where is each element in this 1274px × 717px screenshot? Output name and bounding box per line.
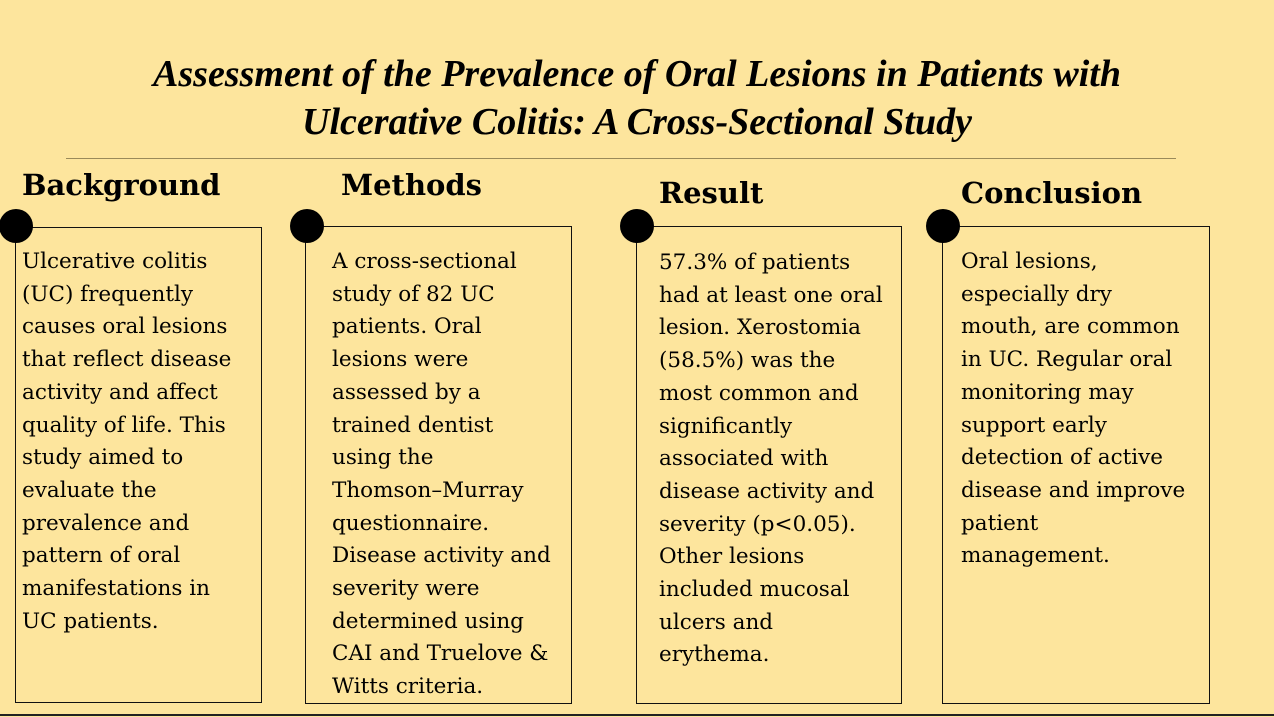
text-line: Disease activity and bbox=[332, 543, 551, 569]
text-line: disease and improve bbox=[961, 477, 1186, 503]
result-text bbox=[659, 247, 883, 672]
methods-heading: Methods bbox=[341, 168, 482, 202]
methods-text bbox=[332, 246, 551, 704]
text-line: (UC) frequently bbox=[22, 281, 193, 307]
text-line: activity and affect bbox=[22, 379, 218, 405]
text-line: A cross-sectional bbox=[332, 249, 517, 274]
poster-title bbox=[0, 50, 1274, 146]
text-line: management. bbox=[961, 543, 1110, 569]
text-line: severity (p<0.05). bbox=[659, 511, 856, 537]
text-line: detection of active bbox=[961, 445, 1164, 471]
text-line: Oral lesions, bbox=[961, 249, 1098, 274]
text-line: support early bbox=[961, 412, 1107, 438]
text-line: Witts criteria. bbox=[332, 674, 484, 700]
text-line: in UC. Regular oral bbox=[961, 347, 1173, 373]
text-line: lesions were bbox=[332, 347, 469, 373]
text-line: manifestations in bbox=[22, 576, 210, 602]
text-line: study aimed to bbox=[22, 445, 184, 471]
conclusion-heading: Conclusion bbox=[961, 176, 1143, 210]
text-line: mouth, are common bbox=[961, 314, 1180, 340]
text-line: ulcers and bbox=[659, 609, 774, 635]
text-line: especially dry bbox=[961, 281, 1112, 307]
text-line: lesion. Xerostomia bbox=[659, 315, 861, 341]
text-line: questionnaire. bbox=[332, 510, 490, 536]
text-line: patients. Oral bbox=[332, 314, 482, 340]
conclusion-text bbox=[961, 246, 1185, 573]
text-line: CAI and Truelove & bbox=[332, 641, 549, 667]
text-line: study of 82 UC bbox=[332, 281, 495, 307]
text-line: determined using bbox=[332, 608, 524, 634]
methods-bullet-dot bbox=[290, 209, 324, 243]
text-line: erythema. bbox=[659, 642, 770, 668]
title-line-1: Assessment of the Prevalence of Oral Lesions in Patients with bbox=[153, 53, 1121, 95]
result-bullet-dot bbox=[620, 209, 654, 243]
text-line: UC patients. bbox=[22, 608, 159, 634]
text-line: trained dentist bbox=[332, 412, 494, 438]
text-line: causes oral lesions bbox=[22, 314, 228, 340]
text-line: patient bbox=[961, 510, 1039, 536]
text-line: Ulcerative colitis bbox=[22, 249, 208, 274]
bottom-border bbox=[0, 714, 1274, 716]
text-line: using the bbox=[332, 445, 434, 471]
text-line: assessed by a bbox=[332, 379, 481, 405]
text-line: Thomson–Murray bbox=[332, 477, 524, 503]
background-bullet-dot bbox=[0, 209, 33, 243]
text-line: 57.3% of patients bbox=[659, 250, 851, 275]
background-heading: Background bbox=[22, 168, 221, 202]
text-line: severity were bbox=[332, 576, 480, 602]
result-heading: Result bbox=[659, 176, 764, 210]
text-line: quality of life. This bbox=[22, 412, 226, 438]
title-divider bbox=[66, 158, 1176, 159]
text-line: significantly bbox=[659, 413, 793, 439]
text-line: evaluate the bbox=[22, 477, 157, 503]
background-text bbox=[22, 246, 231, 638]
text-line: pattern of oral bbox=[22, 543, 181, 569]
text-line: Other lesions bbox=[659, 544, 805, 570]
text-line: prevalence and bbox=[22, 510, 190, 536]
text-line: included mucosal bbox=[659, 577, 850, 603]
text-line: that reflect disease bbox=[22, 347, 232, 373]
text-line: associated with bbox=[659, 446, 829, 472]
text-line: (58.5%) was the bbox=[659, 348, 836, 374]
text-line: most common and bbox=[659, 380, 859, 406]
text-line: disease activity and bbox=[659, 478, 875, 504]
text-line: monitoring may bbox=[961, 379, 1134, 405]
text-line: had at least one oral bbox=[659, 282, 883, 308]
title-line-2: Ulcerative Colitis: A Cross-Sectional Study bbox=[302, 101, 972, 143]
conclusion-bullet-dot bbox=[926, 209, 960, 243]
